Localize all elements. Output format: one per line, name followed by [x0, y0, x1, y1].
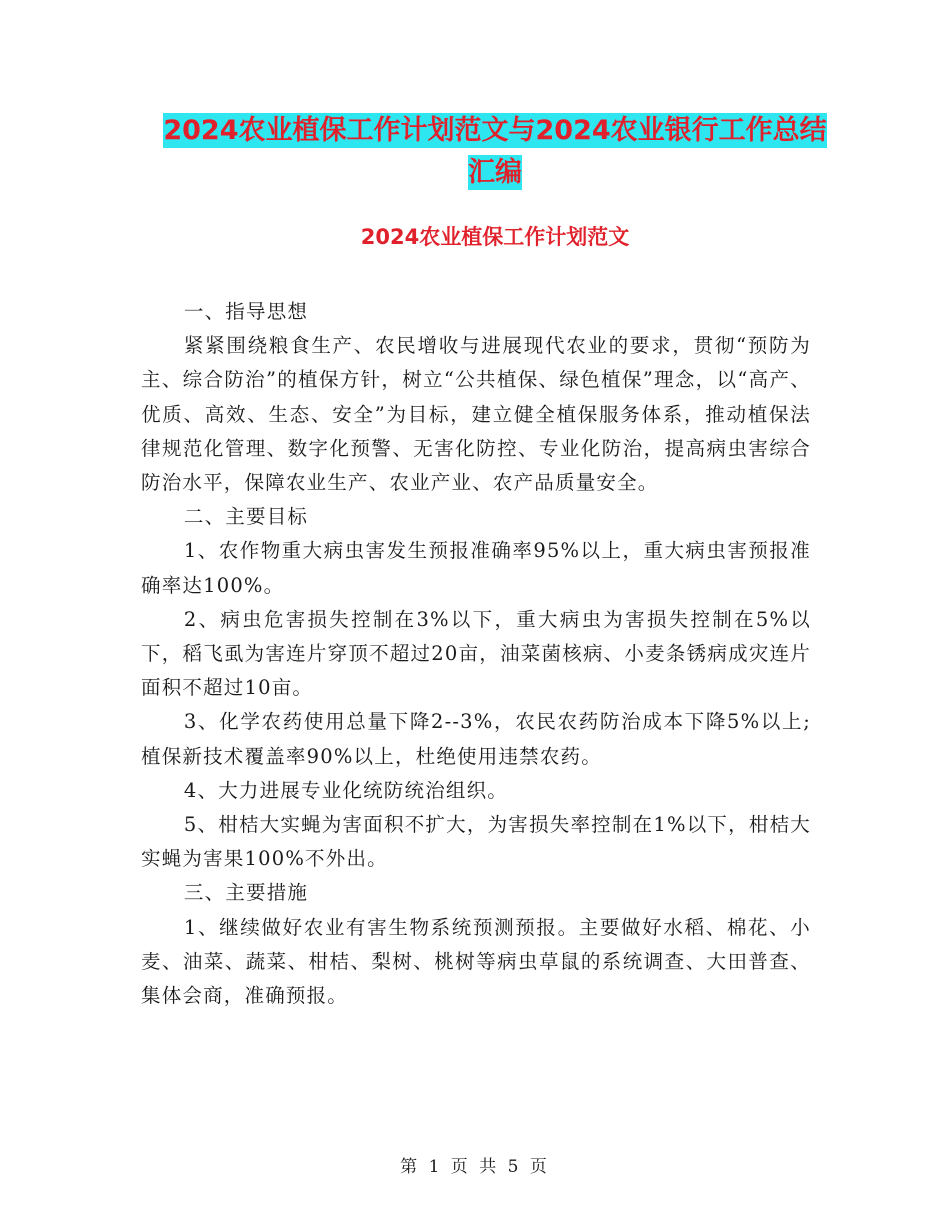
paragraph-goal-5: 5、柑桔大实蝇为害面积不扩大，为害损失率控制在1%以下，柑桔大实蝇为害果100%不外出。 — [141, 813, 811, 871]
title-line-2: 汇编 — [468, 157, 522, 188]
page-footer: 第 1 页 共 5 页 — [400, 1157, 550, 1177]
title-line-1: 2024农业植保工作计划范文与2024农业银行工作总结 — [163, 115, 827, 146]
paragraph-goal-1: 1、农作物重大病虫害发生预报准确率95%以上，重大病虫害预报准确率达100%。 — [141, 539, 811, 597]
heading-main-goals: 二、主要目标 — [183, 505, 309, 529]
paragraph-goal-3: 3、化学农药使用总量下降2--3%，农民农药防治成本下降5%以上;植保新技术覆盖率90%以上，杜绝使用违禁农药。 — [141, 710, 811, 768]
paragraph-goal-2: 2、病虫危害损失控制在3%以下，重大病虫为害损失控制在5%以下，稻飞虱为害连片穿顶不超过20亩，油菜菌核病、小麦条锈病成灾连片面积不超过10亩。 — [141, 607, 811, 700]
section-title: 2024农业植保工作计划范文 — [360, 225, 630, 249]
document-body — [141, 295, 811, 1013]
paragraph-goal-4: 4、大力进展专业化统防统治组织。 — [183, 778, 508, 802]
heading-guiding-ideology: 一、指导思想 — [183, 300, 309, 323]
paragraph-measure-1: 1、继续做好农业有害生物系统预测预报。主要做好水稻、棉花、小麦、油菜、蔬菜、柑桔、梨树、桃树等病虫草鼠的系统调查、大田普查、集体会商，准确预报。 — [141, 915, 811, 1008]
document-title — [140, 110, 850, 194]
paragraph-guiding-ideology: 紧紧围绕粮食生产、农民增收与进展现代农业的要求，贯彻“预防为主、综合防治”的植保方针，树立“公共植保、绿色植保”理念，以“高产、优质、高效、生态、安全”为目标，建立健全植保服务体系，推动植保法律规范化管理、数字化预警、无害化防控、专业化防治，提高病虫害综合防治水平，保障农业生产、农业产业、农产品质量安全。 — [141, 334, 811, 495]
heading-main-measures: 三、主要措施 — [183, 881, 309, 905]
